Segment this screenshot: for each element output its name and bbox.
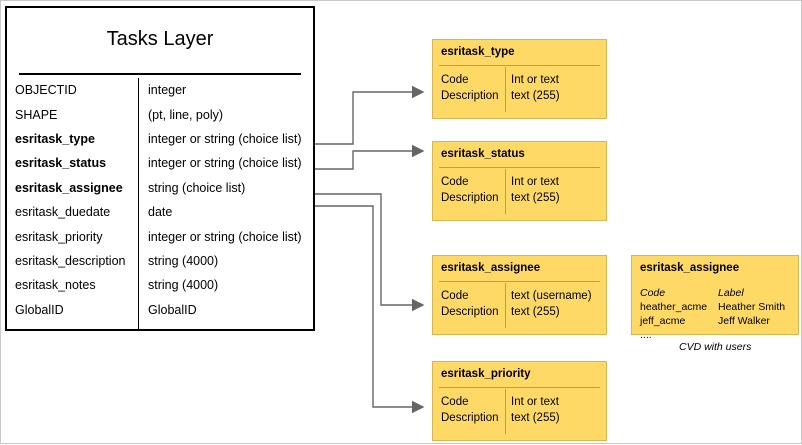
domain-left-col (433, 174, 505, 206)
domain-right-line: text (username) (511, 290, 592, 302)
table-row (7, 78, 313, 102)
table-row (7, 249, 313, 273)
domain-left-col (433, 394, 505, 426)
domain-body (433, 394, 606, 426)
domain-title: esritask_assignee (441, 262, 541, 274)
domain-right-col (505, 72, 560, 104)
domain-left-line: Description (441, 90, 499, 102)
field-name: esritask_assignee (15, 180, 123, 195)
field-name: OBJECTID (15, 83, 77, 98)
domain-left-line: Code (441, 74, 469, 86)
field-name: esritask_status (15, 156, 107, 171)
field-name: GlobalID (15, 302, 64, 317)
field-type: GlobalID (148, 302, 197, 317)
field-name: esritask_priority (15, 229, 103, 244)
field-type: string (4000) (148, 278, 219, 293)
domain-right-line: text (255) (511, 306, 560, 318)
domain-box-status (432, 141, 607, 221)
domain-left-line: Code (441, 396, 469, 408)
table-row (7, 151, 313, 175)
table-row (7, 224, 313, 248)
cvd-label-col (710, 286, 785, 342)
domain-divider (439, 65, 600, 66)
domain-right-col (505, 288, 592, 320)
field-type: integer or string (choice list) (148, 229, 302, 244)
cvd-code-col (632, 286, 710, 342)
field-type: integer or string (choice list) (148, 156, 302, 171)
domain-divider (439, 167, 600, 168)
domain-title: esritask_type (441, 46, 515, 58)
domain-left-line: Description (441, 306, 499, 318)
domain-right-col (505, 394, 560, 426)
field-type: integer or string (choice list) (148, 131, 302, 146)
cvd-code-value: .... (640, 329, 652, 341)
field-rows (7, 78, 313, 329)
cvd-title: esritask_assignee (640, 262, 740, 274)
domain-title: esritask_status (441, 148, 525, 160)
domain-box-priority (432, 361, 607, 441)
domain-right-line: Int or text (511, 74, 559, 86)
field-name: SHAPE (15, 107, 58, 122)
domain-left-col (433, 72, 505, 104)
link-type (315, 92, 423, 144)
domain-right-col (505, 174, 560, 206)
field-name: esritask_description (15, 253, 126, 268)
domain-right-line: Int or text (511, 176, 559, 188)
title-divider (19, 73, 301, 75)
domain-left-line: Code (441, 176, 469, 188)
table-row (7, 127, 313, 151)
field-type: string (choice list) (148, 180, 246, 195)
domain-body (433, 72, 606, 104)
domain-right-line: Int or text (511, 396, 559, 408)
domain-box-assignee (432, 255, 607, 335)
domain-left-line: Description (441, 412, 499, 424)
cvd-label-value: Heather Smith (718, 301, 786, 313)
domain-left-line: Code (441, 290, 469, 302)
table-row (7, 176, 313, 200)
domain-divider (439, 281, 600, 282)
cvd-code-value: jeff_acme (640, 315, 686, 327)
table-row (7, 200, 313, 224)
field-type: integer (148, 83, 187, 98)
domain-box-type (432, 39, 607, 119)
link-status (315, 151, 423, 169)
domain-right-line: text (255) (511, 192, 560, 204)
table-row (7, 102, 313, 126)
domain-right-line: text (255) (511, 412, 560, 424)
field-name: esritask_duedate (15, 205, 111, 220)
cvd-label-header: Label (718, 287, 744, 299)
cvd-code-header: Code (640, 287, 666, 299)
field-type: string (4000) (148, 253, 219, 268)
domain-body (433, 174, 606, 206)
domain-divider (439, 387, 600, 388)
link-assignee (315, 194, 423, 305)
field-name: esritask_notes (15, 278, 96, 293)
page-title: Tasks Layer (106, 28, 214, 50)
cvd-label-value: Jeff Walker (718, 315, 770, 327)
domain-body (433, 288, 606, 320)
table-row (7, 273, 313, 297)
cvd-code-value: heather_acme (640, 301, 708, 313)
field-type: date (148, 205, 173, 220)
domain-title: esritask_priority (441, 368, 531, 380)
domain-left-col (433, 288, 505, 320)
field-name: esritask_type (15, 131, 95, 146)
domain-left-line: Description (441, 192, 499, 204)
tasks-layer-table (5, 6, 315, 331)
link-priority (315, 206, 423, 407)
table-row (7, 298, 313, 322)
cvd-caption: CVD with users (679, 341, 752, 353)
field-type: (pt, line, poly) (148, 107, 224, 122)
cvd-body (632, 286, 798, 342)
domain-right-line: text (255) (511, 90, 560, 102)
cvd-box-assignee (631, 255, 799, 341)
